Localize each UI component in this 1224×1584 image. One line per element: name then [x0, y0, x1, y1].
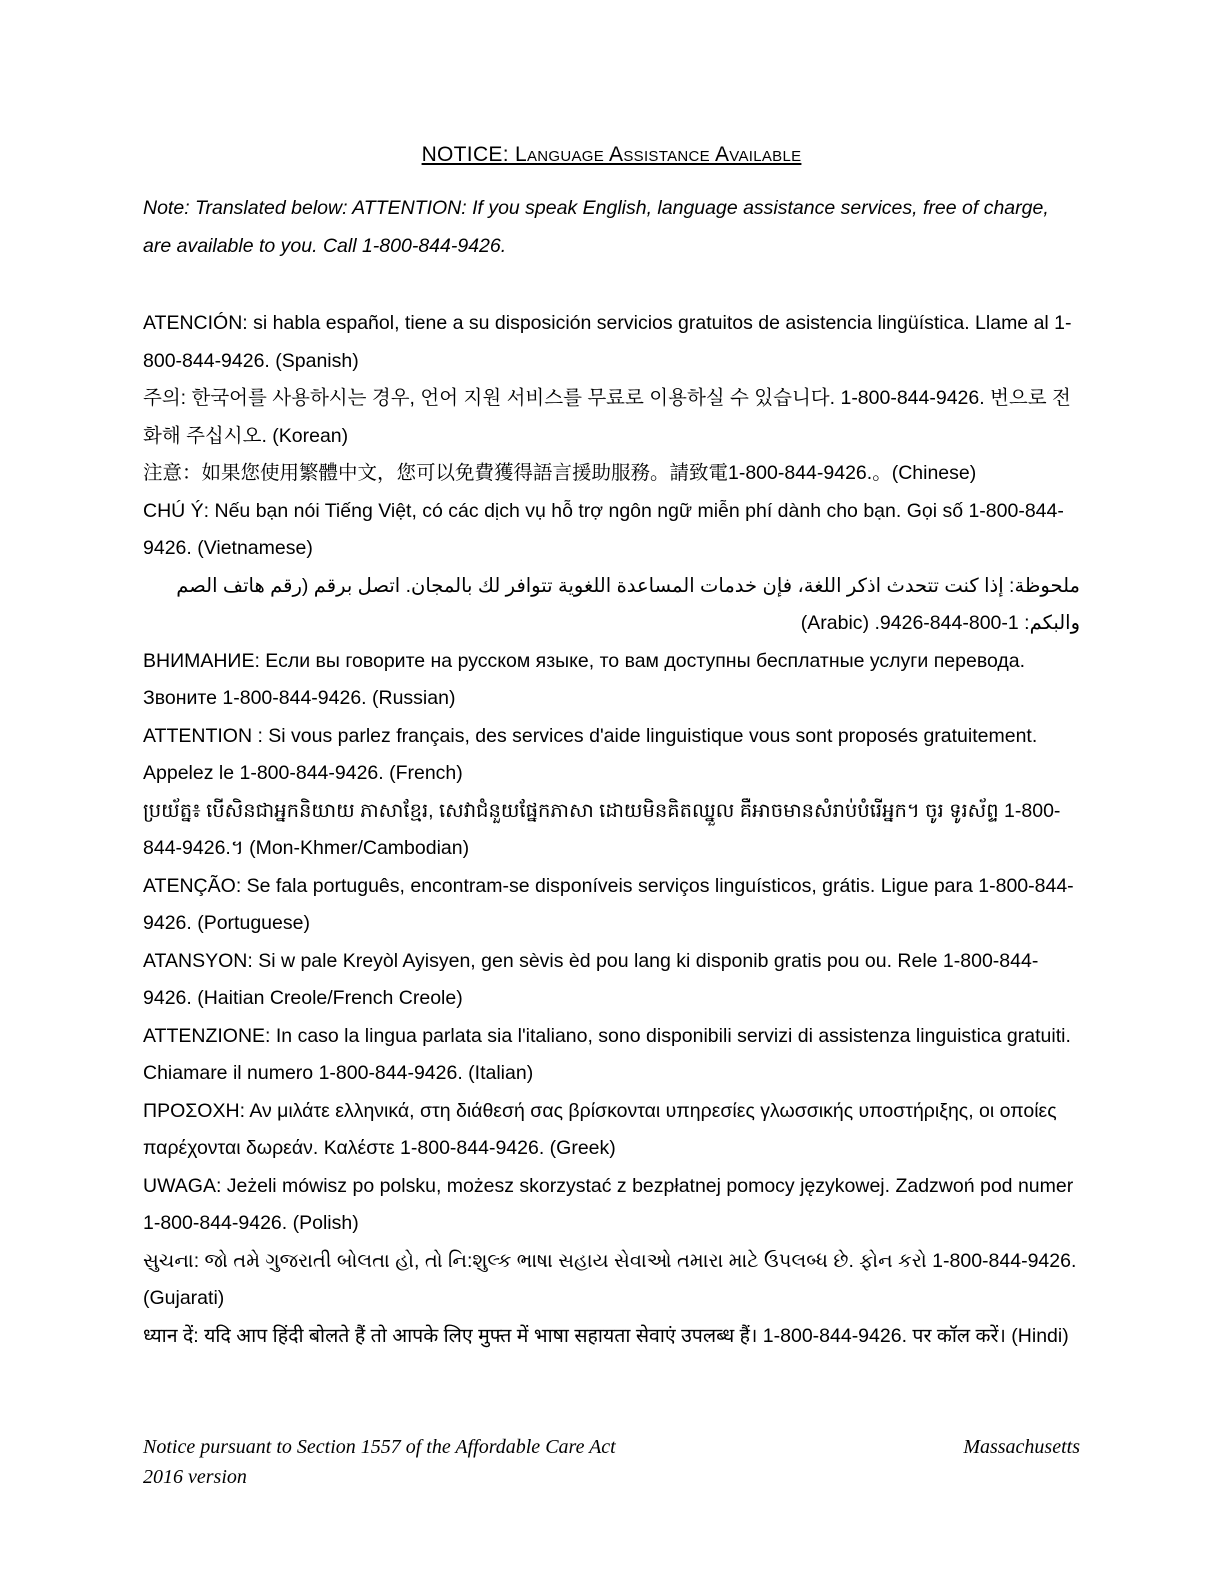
- paragraph-italian: ATTENZIONE: In caso la lingua parlata sia l'italiano, sono disponibili servizi di assistenza linguistica gratuiti. Chiamare il numero 1-800-844-9426. (Italian): [143, 1024, 1071, 1084]
- paragraph-korean: 주의: 한국어를 사용하시는 경우, 언어 지원 서비스를 무료로 이용하실 수 있습니다. 1-800-844-9426. 번으로 전화해 주십시오. (Korean): [143, 387, 1071, 447]
- page-footer: [143, 1432, 1080, 1492]
- paragraph-gujarati: સુચના: જો તમે ગુજરાતી બોલતા હો, તો નિ:શુલ્ક ભાષા સહાય સેવાઓ તમારા માટે ઉપલબ્ધ છે. ફોન કરો 1-800-844-9426. (Gujarati): [143, 1249, 1077, 1309]
- paragraph-chinese: 注意：如果您使用繁體中文，您可以免費獲得語言援助服務。請致電1-800-844-9426.。(Chinese): [143, 462, 977, 484]
- paragraph-greek: ΠΡΟΣΟΧΗ: Αν μιλάτε ελληνικά, στη διάθεσή σας βρίσκονται υπηρεσίες γλωσσικής υποστήριξης, οι οποίες παρέχονται δωρεάν. Καλέστε 1-800-844-9426. (Greek): [143, 1099, 1057, 1159]
- english-note: Note: Translated below: ATTENTION: If you speak English, language assistance services, free of charge, are available to you. Call 1-800-844-9426.: [143, 197, 1049, 257]
- paragraph-russian: ВНИМАНИЕ: Если вы говорите на русском языке, то вам доступны бесплатные услуги перевода. Звоните 1-800-844-9426. (Russian): [143, 649, 1026, 709]
- translations-list: [143, 305, 1080, 1355]
- paragraph-portuguese: ATENÇÃO: Se fala português, encontram-se disponíveis serviços linguísticos, grátis. Ligue para 1-800-844-9426. (Portuguese): [143, 874, 1074, 934]
- footer-act-reference: Notice pursuant to Section 1557 of the Affordable Care Act: [143, 1436, 616, 1458]
- footer-left: [143, 1432, 616, 1492]
- paragraph-polish: UWAGA: Jeżeli mówisz po polsku, możesz skorzystać z bezpłatnej pomocy językowej. Zadzwoń pod numer 1-800-844-9426. (Polish): [143, 1174, 1074, 1234]
- footer-state: Massachusetts: [963, 1436, 1080, 1458]
- paragraph-french: ATTENTION : Si vous parlez français, des services d'aide linguistique vous sont proposés gratuitement. Appelez le 1-800-844-9426. (French): [143, 724, 1038, 784]
- notice-title-text: NOTICE: Language Assistance Available: [421, 143, 802, 166]
- paragraph-khmer: ប្រយ័ត្ន៖ បើសិនជាអ្នកនិយាយ ភាសាខ្មែរ, សេវាជំនួយផ្នែកភាសា ដោយមិនគិតឈ្នួល គឺអាចមានសំរាប់បំរើអ្នក។ ចូរ ទូរស័ព្ទ 1-800-844-9426.។ (Mon-Khmer/Cambodian): [143, 799, 1061, 859]
- notice-title: [143, 140, 1080, 170]
- paragraph-spanish: ATENCIÓN: si habla español, tiene a su disposición servicios gratuitos de asistencia lingüística. Llame al 1-800-844-9426. (Spanish): [143, 312, 1072, 372]
- document-content: [143, 140, 1080, 1355]
- paragraph-haitian-creole: ATANSYON: Si w pale Kreyòl Ayisyen, gen sèvis èd pou lang ki disponib gratis pou ou. Rele 1-800-844-9426. (Haitian Creole/French Creole): [143, 949, 1039, 1009]
- paragraph-arabic: ملحوظة: إذا كنت تتحدث اذكر اللغة، فإن خدمات المساعدة اللغوية تتوافر لك بالمجان. اتصل برقم (رقم هاتف الصم والبكم: 1-800-844-9426. (Arabic): [176, 574, 1080, 634]
- paragraph-vietnamese: CHÚ Ý: Nếu bạn nói Tiếng Việt, có các dịch vụ hỗ trợ ngôn ngữ miễn phí dành cho bạn. Gọi số 1-800-844-9426. (Vietnamese): [143, 499, 1064, 559]
- footer-version: 2016 version: [143, 1466, 247, 1488]
- paragraph-hindi: ध्यान दें: यदि आप हिंदी बोलते हैं तो आपके लिए मुफ्त में भाषा सहायता सेवाएं उपलब्ध हैं। 1-800-844-9426. पर कॉल करें। (Hindi): [143, 1324, 1069, 1347]
